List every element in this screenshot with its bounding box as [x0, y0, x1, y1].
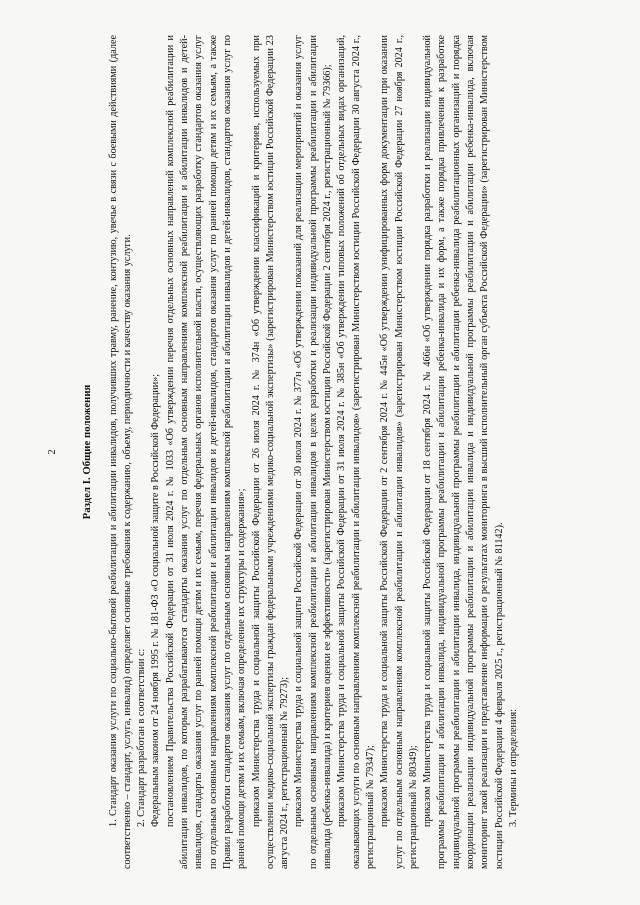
legal-basis-order-385n: приказом Министерства труда и социальной защиты Российской Федерации от 31 июля 2024 г. № 385н «Об утверждении типовых положений об отдельных видах организаций, оказывающих услуги по основным направлениям комплексной реабилитации и абилитации инвалидов» (зарегистрирован Министерством юстиции Российской Федерации 30 августа 2024 г., регистрационный № 79347); [336, 35, 376, 869]
legal-basis-order-445n: приказом Министерства труда и социальной защиты Российской Федерации от 2 сентября 2024 г. № 445н «Об утверждении унифицированных форм документации при оказании услуг по отдельным основным направлениям комплексной реабилитации и абилитации инвалидов» (зарегистрирован Министерством юстиции Российской Федерации 27 ноября 2024 г., регистрационный № 80349); [379, 35, 419, 869]
paragraph-1-purpose: 1. Стандарт оказания услуги по социально-бытовой реабилитации и абилитации инвалидов, получивших травму, ранение, контузию, увечье в связи с боевыми действиями (далее соответственно – стандарт, услуга, инвалид) определяет основные требования к содержанию, объему, периодичности и качеству оказания услуги. [107, 35, 133, 869]
legal-basis-order-466n: приказом Министерства труда и социальной защиты Российской Федерации от 18 сентября 2024 г. № 466н «Об утверждении порядка разработки и реализации индивидуальной программы реабилитации и абилитации инвалида, индивидуальной программы реабилитации и абилитации ребенка-инвалида и их форм, а также порядка привлечения к разработке индивидуальной программы реабилитации и абилитации инвалида, индивидуальной программы реабилитации и абилитации ребенка-инвалида реабилитационных организаций и порядка координации реализации индивидуальной программы реабилитации и абилитации инвалида и индивидуальной программы реабилитации и абилитации ребенка-инвалида, включая мониторинг такой реализации и представление информации о результатах мониторинга в высший исполнительный орган субъекта Российской Федерации» (зарегистрирован Министерством юстиции Российской Федерации 4 февраля 2025 г., регистрационный № 81142). [422, 35, 505, 869]
paragraph-3-terms: 3. Термины и определения: [507, 709, 519, 827]
legal-basis-government-decree-1033: постановлением Правительства Российской Федерации от 31 июля 2024 г. № 1033 «Об утверждении перечня отдельных основных направлений комплексной реабилитации и абилитации инвалидов, по которым разрабатываются стандарты оказания услуг по отдельным основным направлениям комплексной реабилитации и абилитации инвалидов и детей-инвалидов, стандарты оказания услуг по ранней помощи детям и их семьям, перечня федеральных органов исполнительной власти, осуществляющих разработку стандартов оказания услуг по отдельным основным направлениям комплексной реабилитации и абилитации инвалидов и детей-инвалидов, стандартов оказания услуг по ранней помощи детям и их семьям, а также Правил разработки стандартов оказания услуг по отдельным основным направлениям комплексной реабилитации и абилитации инвалидов и детей-инвалидов, стандартов оказания услуг по ранней помощи детям и их семьям, включая определение их структуры и содержания»; [164, 35, 248, 869]
page-number: 2 [47, 449, 58, 455]
document-text-block [40, 27, 600, 877]
section-title: Раздел I. Общие положения [81, 384, 94, 520]
paragraph-2-basis: 2. Стандарт разработан в соответствии с: [136, 648, 148, 827]
legal-basis-federal-law: Федеральным законом от 24 ноября 1995 г. № 181-ФЗ «О социальной защите в Российской Федерации»; [150, 373, 162, 827]
legal-basis-order-374n: приказом Министерства труда и социальной защиты Российской Федерации от 26 июля 2024 г. № 374н «Об утверждении классификаций и критериев, используемых при осуществлении медико-социальной экспертизы граждан федеральными учреждениями медико-социальной экспертизы» (зарегистрирован Министерством юстиции Российской Федерации 23 августа 2024 г., регистрационный № 79273); [250, 35, 291, 869]
legal-basis-order-377n: приказом Министерства труда и социальной защиты Российской Федерации от 30 июля 2024 г. № 377н «Об утверждении показаний для реализации мероприятий и оказания услуг по отдельным основным направлениям комплексной реабилитации и абилитации инвалидов в целях разработки и реализации индивидуальной программы реабилитации и абилитации инвалида (ребенка-инвалида) и критериев оценки ее эффективности» (зарегистрирован Министерством юстиции Российской Федерации 2 сентября 2024 г., регистрационный № 79366); [293, 35, 334, 869]
